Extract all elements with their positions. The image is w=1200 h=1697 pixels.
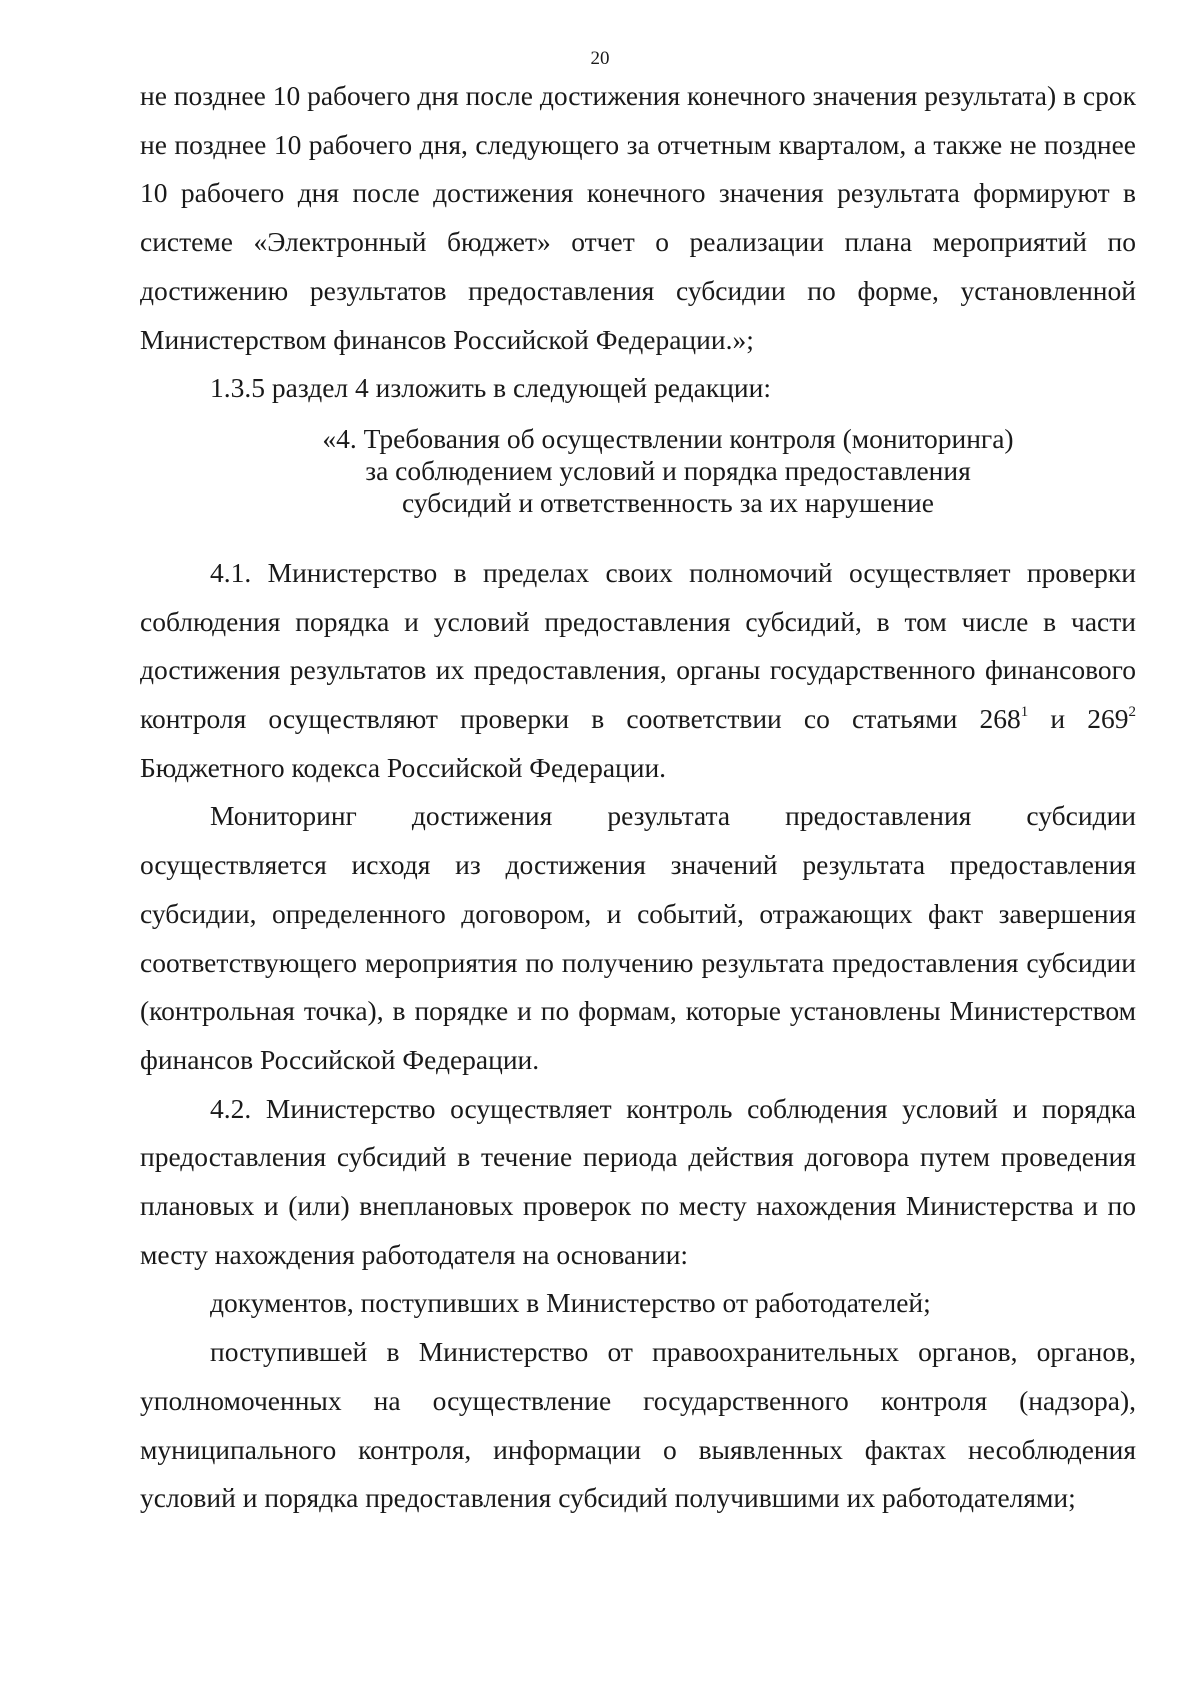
superscript-268: 1 bbox=[1020, 703, 1029, 720]
section-heading-4 bbox=[140, 423, 1136, 519]
document-body bbox=[140, 72, 1136, 1523]
paragraph-4-1 bbox=[140, 549, 1136, 793]
paragraph-4-1-text-end: Бюджетного кодекса Российской Федерации. bbox=[140, 751, 667, 783]
paragraph-section-1-3-5: 1.3.5 раздел 4 изложить в следующей редакции: bbox=[210, 372, 771, 404]
heading-line-1: «4. Требования об осуществлении контроля (мониторинга) bbox=[322, 422, 1014, 454]
heading-line-3: субсидий и ответственность за их нарушение bbox=[402, 486, 934, 518]
page-number: 20 bbox=[590, 48, 610, 69]
paragraph-received-info: поступившей в Министерство от правоохранительных органов, органов, уполномоченных на осуществление государственного контроля (надзора), муниципального контроля, информации о выявленных фактах несоблюдения условий и порядка предоставления субсидий получившими их работодателями; bbox=[140, 1336, 1136, 1514]
heading-line-2: за соблюдением условий и порядка предоставления bbox=[365, 454, 971, 486]
paragraph-4-1-text-mid: и 269 bbox=[1028, 703, 1129, 735]
superscript-269: 2 bbox=[1128, 703, 1136, 720]
paragraph-continuation: не позднее 10 рабочего дня после достижения конечного значения результата) в срок не позднее 10 рабочего дня, следующего за отчетным кварталом, а также не позднее 10 рабочего дня после достижения конечного значения результата формируют в системе «Электронный бюджет» отчет о реализации плана мероприятий по достижению результатов предоставления субсидии по форме, установленной Министерством финансов Российской Федерации.»; bbox=[140, 80, 1136, 355]
paragraph-4-1-text: 4.1. Министерство в пределах своих полномочий осуществляет проверки соблюдения порядка и условий предоставления субсидий, в том числе в части достижения результатов их предоставления, органы государственного финансового контроля осуществляют проверки в соответствии со статьями 268 bbox=[140, 556, 1136, 735]
paragraph-monitoring: Мониторинг достижения результата предоставления субсидии осуществляется исходя из достижения значений результата предоставления субсидии, определенного договором, и событий, отражающих факт завершения соответствующего мероприятия по получению результата предоставления субсидии (контрольная точка), в порядке и по формам, которые установлены Министерством финансов Российской Федерации. bbox=[140, 800, 1136, 1075]
paragraph-4-2: 4.2. Министерство осуществляет контроль соблюдения условий и порядка предоставления субсидий в течение периода действия договора путем проведения плановых и (или) внеплановых проверок по месту нахождения Министерства и по месту нахождения работодателя на основании: bbox=[140, 1092, 1136, 1270]
paragraph-documents: документов, поступивших в Министерство от работодателей; bbox=[210, 1287, 931, 1319]
